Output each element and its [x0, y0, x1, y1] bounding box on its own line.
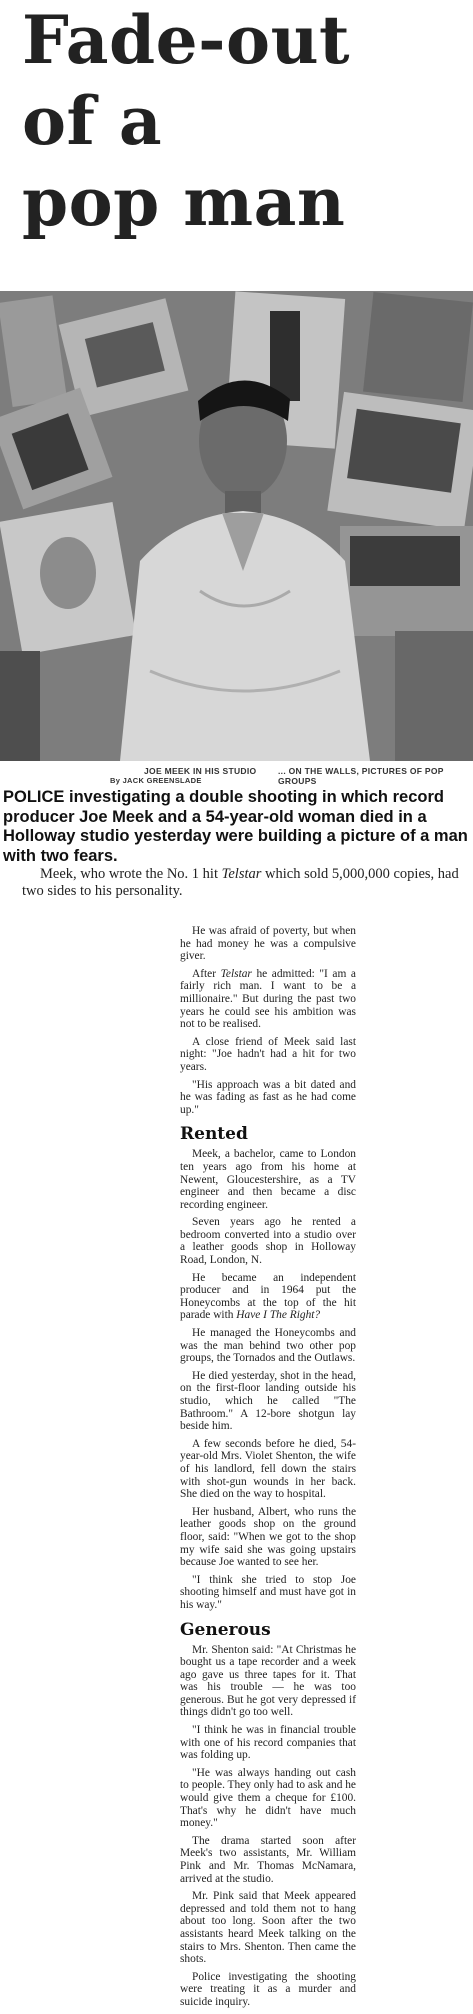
body-text: After: [192, 967, 221, 980]
body-paragraph: [180, 968, 356, 1031]
body-paragraph: He was afraid of poverty, but when he had money he was a compulsive giver.: [180, 925, 356, 963]
body-paragraph: The drama started soon after Meek's two assistants, Mr. William Pink and Mr. Thomas McNamara, arrived at the studio.: [180, 1834, 356, 1885]
subheading-rented: Rented: [180, 1124, 248, 1145]
intro-song-title: Telstar: [221, 866, 262, 882]
body-paragraph: A close friend of Meek said last night: "Joe hadn't had a hit for two years.: [180, 1035, 356, 1073]
lead-paragraph: POLICE investigating a double shooting in which record producer Joe Meek and a 54-year-old woman died in a Holloway studio yesterday were building a picture of a man with two fears.: [3, 788, 468, 865]
article-column: [180, 925, 356, 2014]
byline: By JACK GREENSLADE: [110, 776, 202, 785]
body-paragraph: A few seconds before he died, 54-year-old Mrs. Violet Shenton, the wife of his landlord, fell down the stairs with shot-gun wounds in her back. She died on the way to hospital.: [180, 1437, 356, 1501]
headline-line-2: of a: [22, 82, 163, 160]
song-title: Have I The Right?: [236, 1309, 321, 1322]
song-title: Telstar: [220, 967, 252, 980]
intro-text-2: which sold 5,000,000 copies, had two sides to his personality.: [22, 866, 459, 899]
studio-photo: [0, 291, 473, 761]
body-paragraph: [180, 1272, 356, 1322]
subheading-generous: Generous: [180, 1619, 271, 1640]
body-paragraph: Her husband, Albert, who runs the leather goods shop on the ground floor, said: "When we got to the shop my wife said she was going upstairs because Joe wanted to see her.: [180, 1505, 356, 1569]
headline-line-3: pop man: [22, 163, 346, 241]
body-paragraph: "His approach was a bit dated and he was fading as fast as he had come up.": [180, 1078, 356, 1116]
caption-strip: [0, 762, 473, 784]
body-paragraph: He died yesterday, shot in the head, on the first-floor landing outside his studio, which he called "The Bathroom." A 12-bore shotgun lay beside him.: [180, 1369, 356, 1433]
body-text: He became an independent producer and in 1964 put the Honeycombs at the top of the hit parade with: [180, 1271, 356, 1322]
body-paragraph: Seven years ago he rented a bedroom converted into a studio over a leather goods shop in Holloway Road, London, N.: [180, 1216, 356, 1267]
photo-caption-right: ... ON THE WALLS, PICTURES OF POP GROUPS: [278, 766, 444, 786]
body-text: he admitted: "I am a fairly rich man. I want to be a millionaire." But during the past two years he could see his ambition was not to be realised.: [180, 967, 356, 1031]
body-paragraph: "I think she tried to stop Joe shooting himself and must have got in his way.": [180, 1573, 356, 1611]
headline-line-1: Fade-out: [22, 1, 351, 79]
body-paragraph: Meek, a bachelor, came to London ten years ago from his home at Newent, Gloucestershire, as a TV engineer and then became a disc recording engineer.: [180, 1148, 356, 1211]
body-paragraph: "I think he was in financial trouble with one of his record companies that was folding up.: [180, 1724, 356, 1762]
photo-caption-left: JOE MEEK IN HIS STUDIO: [144, 766, 257, 776]
body-paragraph: "He was always handing out cash to people. They only had to ask and he would give them a cheque for £100. That's why he didn't have much money.": [180, 1766, 356, 1830]
body-paragraph: Mr. Pink said that Meek appeared depressed and told them not to hang about too long. Soon after the two assistants heard Meek talking on the stairs to Mrs. Shenton. Then came the shots.: [180, 1890, 356, 1966]
intro-text-1: Meek, who wrote the No. 1 hit: [40, 866, 222, 882]
body-paragraph: Police investigating the shooting were treating it as a murder and suicide inquiry.: [180, 1970, 356, 2008]
photo-illustration: [0, 291, 473, 761]
body-paragraph: Mr. Shenton said: "At Christmas he bought us a tape recorder and a week ago gave us three tapes for it. That was his trouble — he was too generous. But he got very depressed if things didn't go too well.: [180, 1643, 356, 1719]
headline: [22, 0, 462, 243]
body-paragraph: He managed the Honeycombs and was the man behind two other pop groups, the Tornados and the Outlaws.: [180, 1327, 356, 1365]
intro-paragraph: [22, 866, 467, 900]
